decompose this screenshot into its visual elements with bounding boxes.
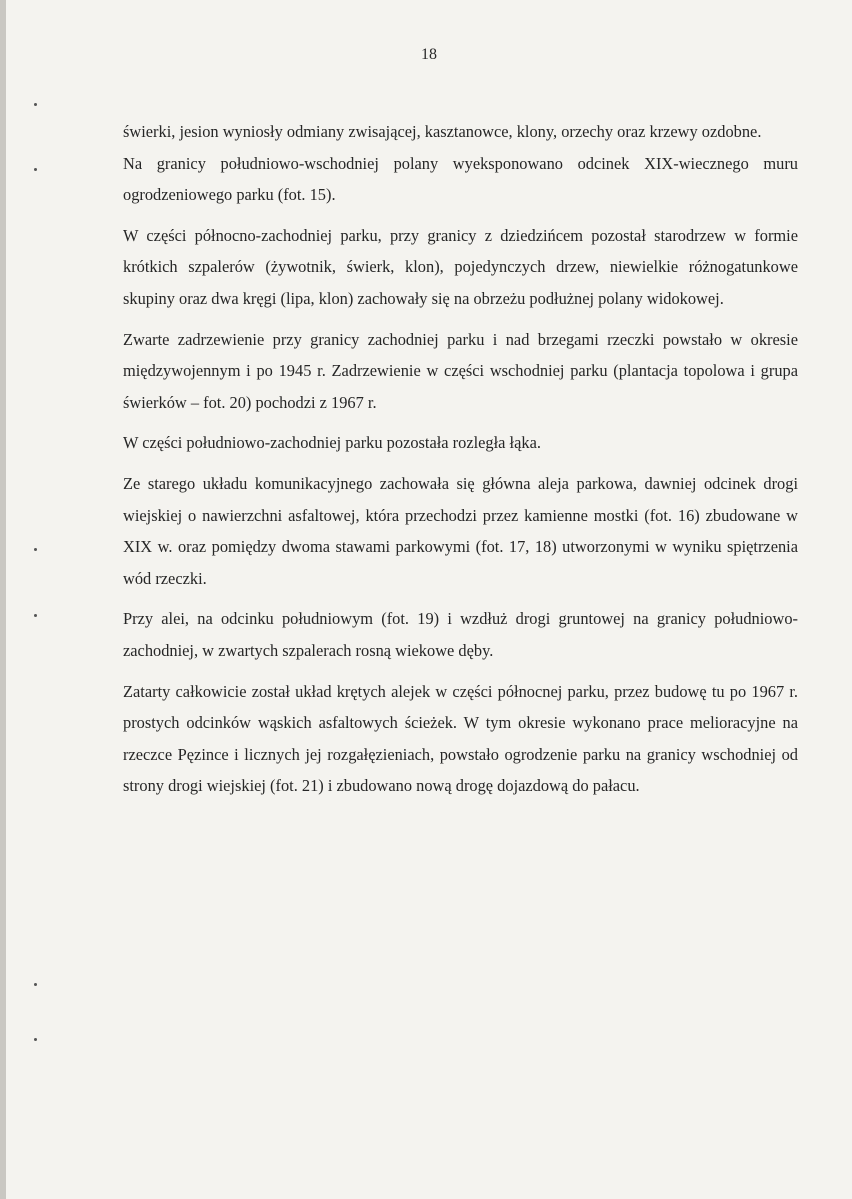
binder-hole-mark [34,983,37,986]
paragraph: Zatarty całkowicie został układ krętych alejek w części północnej parku, przez budowę tu po 1967 r. prostych odcinków wąskich asfaltowych ścieżek. W tym okresie wykonano prace melioracyjne na rzeczce Pęzince i licznych jej rozgałęzieniach, powstało ogrodzenie parku na granicy wschodniej od strony drogi wiejskiej (fot. 21) i zbudowano nową drogę dojazdową do pałacu. [123,681,798,796]
paragraph: Ze starego układu komunikacyjnego zachowała się główna aleja parkowa, dawniej odcinek drogi wiejskiej o nawierzchni asfaltowej, która przechodzi przez kamienne mostki (fot. 16) zbudowane w XIX w. oraz pomiędzy dwoma stawami parkowymi (fot. 17, 18) utworzonymi w wyniku spiętrzenia wód rzeczki. [123,473,798,588]
binder-hole-mark [34,614,37,617]
paragraph: W części południowo-zachodniej parku pozostała rozległa łąka. [123,433,541,453]
paragraph: Na granicy południowo-wschodniej polany wyeksponowano odcinek XIX-wiecznego muru ogrodzeniowego parku (fot. 15). [123,153,798,205]
binder-hole-mark [34,548,37,551]
paragraph: Zwarte zadrzewienie przy granicy zachodniej parku i nad brzegami rzeczki powstało w okresie międzywojennym i po 1945 r. Zadrzewienie w części wschodniej parku (plantacja topolowa i grupa świerków – fot. 20) pochodzi z 1967 r. [123,329,798,412]
page-number: 18 [421,46,437,63]
body-text [123,116,798,811]
binder-hole-mark [34,168,37,171]
paragraph: W części północno-zachodniej parku, przy granicy z dziedzińcem pozostał starodrzew w formie krótkich szpalerów (żywotnik, świerk, klon), pojedynczych drzew, niewielkie różnogatunkowe skupiny oraz dwa kręgi (lipa, klon) zachowały się na obrzeżu podłużnej polany widokowej. [123,225,798,308]
binder-hole-mark [34,1038,37,1041]
binder-hole-mark [34,103,37,106]
paragraph: Przy alei, na odcinku południowym (fot. 19) i wzdłuż drogi gruntowej na granicy południowo-zachodniej, w zwartych szpalerach rosną wiekowe dęby. [123,609,798,660]
document-page [6,0,852,1199]
paragraph: świerki, jesion wyniosły odmiany zwisającej, kasztanowce, klony, orzechy oraz krzewy ozdobne. [123,122,762,141]
